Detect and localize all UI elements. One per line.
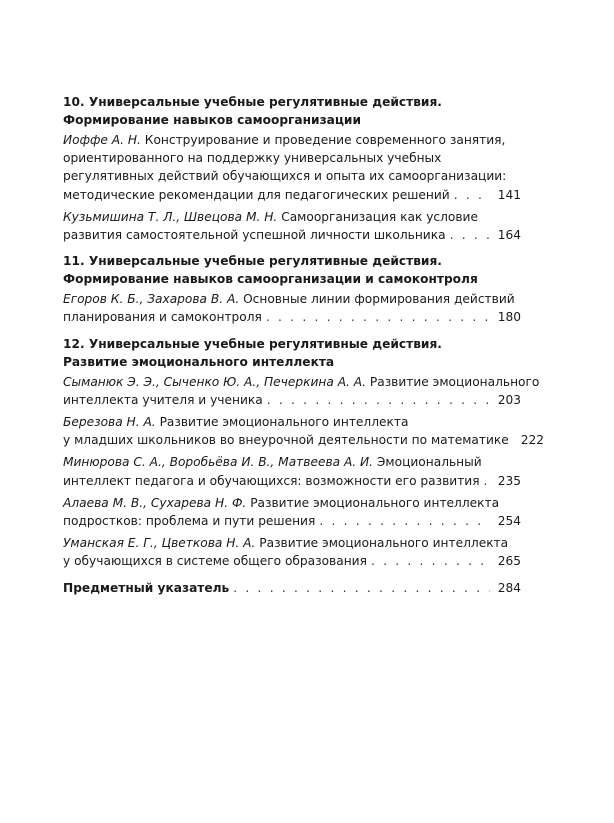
dot-leader (266, 308, 490, 326)
subject-index-label: Предметный указатель (63, 580, 230, 595)
toc-entry (63, 494, 521, 530)
toc-section (63, 252, 521, 326)
entry-title-end: развития самостоятельной успешной личности школьника (63, 228, 446, 243)
toc-entry (63, 373, 540, 409)
entry-last-line (63, 472, 521, 490)
entry-title-start: Развитие эмоционального интеллекта (259, 536, 509, 551)
entry-last-line (63, 226, 521, 244)
table-of-contents (63, 93, 545, 571)
section-title-line: Формирование навыков самоорганизации и самоконтроля (63, 272, 478, 287)
entry-first-line (63, 131, 521, 149)
toc-entry (63, 453, 521, 489)
entry-title-end: у младших школьников во внеурочной деятельности по математике (63, 433, 509, 448)
entry-first-line (63, 373, 540, 391)
section-title (63, 93, 521, 129)
entry-first-line (63, 453, 521, 471)
entry-last-line (63, 552, 521, 570)
entry-last-line (63, 431, 545, 449)
toc-entry (63, 290, 521, 326)
page-number: 203 (497, 392, 521, 407)
entry-last-line (63, 186, 521, 204)
entry-title-end: у обучающихся в системе общего образования (63, 554, 367, 569)
entry-title-start: Развитие эмоционального (369, 374, 540, 389)
entry-authors: Иоффе А. Н. (63, 133, 141, 147)
dot-leader (319, 512, 489, 530)
entry-first-line (63, 290, 521, 308)
entry-last-line (63, 391, 521, 409)
section-title (63, 335, 521, 371)
page-number: 180 (497, 310, 521, 325)
entry-authors: Березова Н. А. (63, 415, 156, 430)
section-title-line: Развитие эмоционального интеллекта (63, 354, 335, 369)
entry-first-line (63, 494, 521, 512)
entry-title-start: Развитие эмоционального интеллекта (250, 495, 500, 510)
section-title-line: 10. Универсальные учебные регулятивные действия. (63, 95, 442, 109)
section-title-line: Формирование навыков самоорганизации (63, 113, 362, 127)
entry-title-end: интеллекта учителя и ученика (63, 392, 263, 407)
entry-title-end: подростков: проблема и пути решения (63, 514, 316, 529)
entry-title-line: ориентированного на поддержку универсальных учебных (63, 151, 442, 166)
entry-first-line (63, 534, 521, 552)
toc-section (63, 335, 545, 571)
entry-title-start: Основные линии формирования действий (243, 292, 515, 307)
toc-entry (63, 208, 521, 244)
entry-last-line (63, 512, 521, 530)
entry-authors: Сыманюк Э. Э., Сыченко Ю. А., Печеркина А. А. (63, 374, 366, 389)
section-title-line: 11. Универсальные учебные регулятивные действия. (63, 254, 442, 269)
entry-title-end: планирования и самоконтроля (63, 310, 262, 325)
page-number: 265 (497, 554, 521, 569)
entry-last-line (63, 308, 521, 326)
dot-leader (267, 391, 490, 409)
page-number: 254 (497, 514, 521, 529)
entry-first-line (63, 208, 521, 226)
entry-title-start: Развитие эмоционального интеллекта (159, 415, 409, 430)
dot-leader (371, 552, 490, 570)
toc-entry (63, 413, 545, 449)
page-number: 164 (497, 228, 521, 243)
entry-authors: Егоров К. Б., Захарова В. А. (63, 292, 240, 307)
dot-leader (484, 472, 490, 490)
entry-authors: Кузьмишина Т. Л., Швецова М. Н. (63, 209, 278, 224)
entry-authors: Алаева М. В., Сухарева Н. Ф. (63, 495, 247, 510)
entry-first-line (63, 413, 521, 431)
entry-authors: Минюрова С. А., Воробьёва И. В., Матвеева А. И. (63, 455, 374, 470)
entry-title-start: Самоорганизация как условие (281, 209, 478, 224)
entry-authors: Уманская Е. Г., Цветкова Н. А. (63, 536, 256, 551)
section-title (63, 252, 521, 288)
toc-entry (63, 131, 521, 204)
entry-title-start: Эмоциональный (376, 455, 482, 470)
dot-leader (450, 226, 490, 244)
page-number: 141 (497, 187, 521, 202)
toc-final-entry (63, 579, 521, 597)
page-number: 284 (497, 580, 521, 595)
toc-section (63, 93, 521, 244)
entry-title-end: интеллект педагога и обучающихся: возможности его развития (63, 473, 480, 488)
entry-title-line: регулятивных действий обучающихся и опыта их самоорганизации: (63, 169, 507, 184)
page-number: 222 (520, 433, 545, 448)
section-title-line: 12. Универсальные учебные регулятивные действия. (63, 336, 442, 351)
dot-leader (454, 186, 490, 204)
entry-title-end: методические рекомендации для педагогических решений (63, 187, 450, 202)
dot-leader (233, 579, 489, 597)
entry-title-start: Конструирование и проведение современного занятия, (144, 133, 506, 147)
toc-entry (63, 534, 521, 570)
page-number: 235 (497, 473, 521, 488)
